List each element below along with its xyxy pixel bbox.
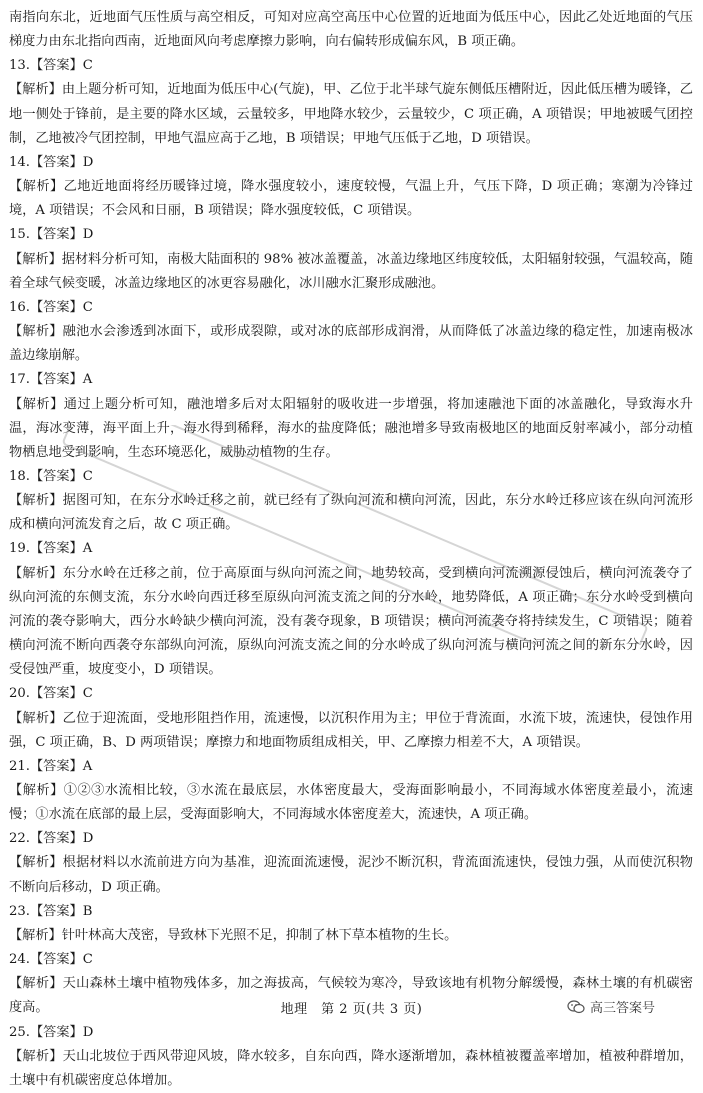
explanation-text: 【解析】融池水会渗透到冰面下，或形成裂隙，或对冰的底部形成润滑，从而降低了冰盖边缘的稳定性，加速南极冰盖边缘崩解。 [9,324,693,364]
answer-label: 【答案】C [29,58,93,74]
answer-item [9,54,693,151]
question-number: 15. [9,227,30,243]
question-number: 19. [9,541,30,557]
answer-label: 【答案】C [29,468,93,484]
answer-item [9,900,693,948]
question-number: 14. [9,154,30,170]
explanation-text: 【解析】东分水岭在迁移之前，位于高原面与纵向河流之间，地势较高，受到横向河流溯源侵蚀后，横向河流袭夺了纵向河流的东侧支流，东分水岭向西迁移至原纵向河流支流之间的分水岭，地势降低，A 项正确；东分水岭受到横向河流的袭夺影响大，西分水岭缺少横向河流，没有袭夺现象，B 项错误；横向河流袭夺将持续发生，C 项错误；随着横向河流不断向西袭夺东部纵向河流，原纵向河流支流之间的分水岭成了纵向河流与横向河流之间的新东分水岭，因受侵蚀严重，坡度变小，D 项错误。 [9,565,693,678]
question-number: 21. [9,758,30,774]
explanation-text: 【解析】据图可知，在东分水岭迁移之前，就已经有了纵向河流和横向河流，因此，东分水岭迁移应该在纵向河流形成和横向河流发育之后，故 C 项正确。 [9,493,693,533]
explanation-text: 【解析】针叶林高大茂密，导致林下光照不足，抑制了林下草本植物的生长。 [9,927,458,943]
answer-label: 【答案】C [29,686,93,702]
answer-label: 【答案】D [29,831,94,847]
answer-item [9,296,693,368]
question-number: 17. [9,372,30,388]
question-number: 20. [9,686,30,702]
explanation-text: 【解析】据材料分析可知，南极大陆面积的 98% 被冰盖覆盖，冰盖边缘地区纬度较低，太阳辐射较强，气温较高，随着全球气候变暖，冰盖边缘地区的冰更容易融化，冰川融水汇聚形成融池。 [9,251,693,291]
question-number: 24. [9,952,30,968]
answer-label: 【答案】C [29,952,93,968]
answer-list [9,54,693,1093]
answer-item [9,755,693,827]
page-footer: 地理 第 2 页(共 3 页) [280,1002,423,1017]
answer-item [9,151,693,223]
explanation-text: 【解析】乙地近地面将经历暖锋过境，降水强度较小，速度较慢，气温上升，气压下降，D 项正确；寒潮为冷锋过境，A 项错误；不会风和日丽，B 项错误；降水强度较低，C 项错误。 [9,179,693,219]
answer-label: 【答案】B [29,903,93,919]
answer-label: 【答案】A [29,758,93,774]
brand-label: 高三答案号 [590,1001,656,1016]
answer-item [9,1021,693,1093]
answer-page [9,6,693,1093]
explanation-text: 【解析】根据材料以水流前进方向为基准，迎流面流速慢，泥沙不断沉积，背流面流速快，侵蚀力强，从而使沉积物不断向后移动，D 项正确。 [9,855,693,895]
question-number: 18. [9,468,30,484]
wechat-icon [567,1000,585,1014]
answer-item [9,465,693,537]
question-number: 16. [9,299,30,315]
explanation-text: 【解析】通过上题分析可知，融池增多后对太阳辐射的吸收进一步增强，将加速融池下面的冰盖融化，导致海水升温，海冰变薄，海平面上升，海水得到稀释，海水的盐度降低；融池增多导致南极地区的地面反射率减小，部分动植物栖息地受到影响，生态环境恶化，威胁动植物的生存。 [9,396,693,460]
answer-item [9,537,693,682]
answer-item [9,827,693,899]
question-number: 13. [9,58,30,74]
answer-item [9,368,693,465]
answer-label: 【答案】D [29,154,94,170]
answer-item [9,682,693,754]
answer-label: 【答案】A [29,372,93,388]
explanation-text: 【解析】天山北坡位于西风带迎风坡，降水较多，自东向西，降水逐渐增加，森林植被覆盖率增加，植被种群增加，土壤中有机碳密度总体增加。 [9,1048,693,1088]
question-number: 22. [9,831,30,847]
explanation-text: 【解析】乙位于迎流面，受地形阻挡作用，流速慢，以沉积作用为主；甲位于背流面，水流下坡，流速快，侵蚀作用强，C 项正确，B、D 两项错误；摩擦力和地面物质组成相关，甲、乙摩擦力相差不大，A 项错误。 [9,710,693,750]
wechat-brand [567,997,655,1016]
answer-label: 【答案】D [29,227,94,243]
answer-label: 【答案】D [29,1024,94,1040]
answer-label: 【答案】C [29,299,93,315]
answer-item [9,223,693,295]
explanation-text: 【解析】①②③水流相比较，③水流在最底层，水体密度最大，受海面影响最小，不同海域水体密度差最小，流速慢；①水流在底部的最上层，受海面影响大，不同海域水体密度差大，流速快，A 项正确。 [9,783,693,823]
explanation-text: 【解析】由上题分析可知，近地面为低压中心(气旋)，甲、乙位于北半球气旋东侧低压槽附近，因此低压槽为暖锋，乙地一侧处于锋前，是主要的降水区域，云量较多，甲地降水较少，云量较少，C 项正确，A 项错误；甲地被暖气团控制，乙地被冷气团控制，甲地气温应高于乙地，B 项错误；甲地气压低于乙地，D 项错误。 [9,82,693,146]
question-number: 25. [9,1024,30,1040]
intro-paragraph: 南指向东北，近地面气压性质与高空相反，可知对应高空高压中心位置的近地面为低压中心，因此乙处近地面的气压梯度力由东北指向西南，近地面风向考虑摩擦力影响，向右偏转形成偏东风，B 项正确。 [9,10,693,50]
answer-label: 【答案】A [29,541,93,557]
question-number: 23. [9,903,30,919]
explanation-text: 【解析】天山森林土壤中植物残体多，加之海拔高，气候较为寒冷，导致该地有机物分解缓慢，森林土壤的有机碳密度高。 [9,976,693,1016]
